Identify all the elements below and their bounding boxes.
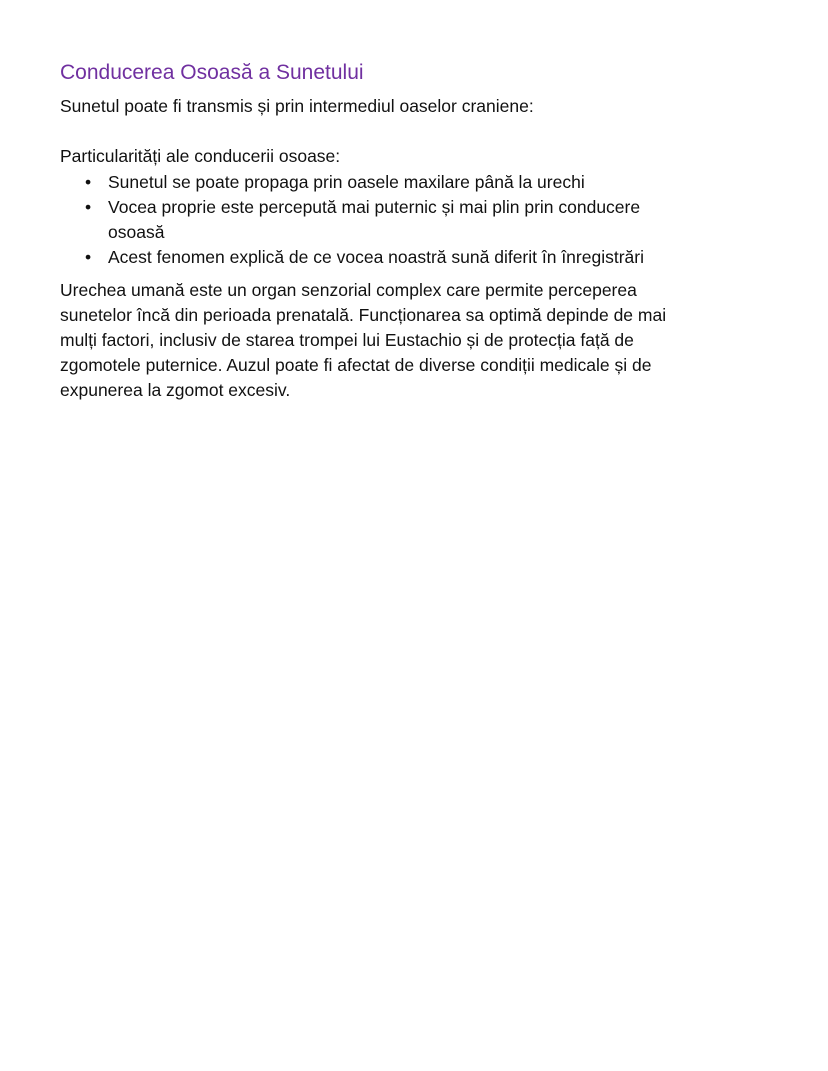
list-item: [85, 170, 760, 195]
bullet-list: [60, 170, 760, 270]
list-intro: Particularități ale conducerii osoase:: [60, 146, 341, 166]
list-item: [85, 195, 760, 245]
list-item-text-continued: osoasă: [108, 222, 165, 242]
paragraph-line: Urechea umană este un organ senzorial complex care permite perceperea: [60, 280, 637, 300]
list-item-text: Sunetul se poate propaga prin oasele maxilare până la urechi: [108, 172, 585, 192]
paragraph-line: mulți factori, inclusiv de starea trompei lui Eustachio și de protecția față de: [60, 330, 634, 350]
paragraph-line: expunerea la zgomot excesiv.: [60, 380, 291, 400]
section-heading: Conducerea Osoasă a Sunetului: [60, 61, 364, 84]
list-item: [85, 245, 760, 270]
intro-text: Sunetul poate fi transmis și prin intermediul oaselor craniene:: [60, 96, 534, 116]
list-item-text: Vocea proprie este percepută mai puternic și mai plin prin conducere: [108, 197, 641, 217]
paragraph-line: zgomotele puternice. Auzul poate fi afectat de diverse condiții medicale și de: [60, 355, 652, 375]
list-item-text: Acest fenomen explică de ce vocea noastră sună diferit în înregistrări: [108, 247, 644, 267]
paragraph-line: sunetelor încă din perioada prenatală. Funcționarea sa optimă depinde de mai: [60, 305, 667, 325]
body-paragraph: [60, 278, 760, 403]
bullet-icon: •: [85, 197, 92, 217]
document-page: [60, 58, 760, 403]
bullet-icon: •: [85, 172, 92, 192]
bullet-icon: •: [85, 247, 92, 267]
